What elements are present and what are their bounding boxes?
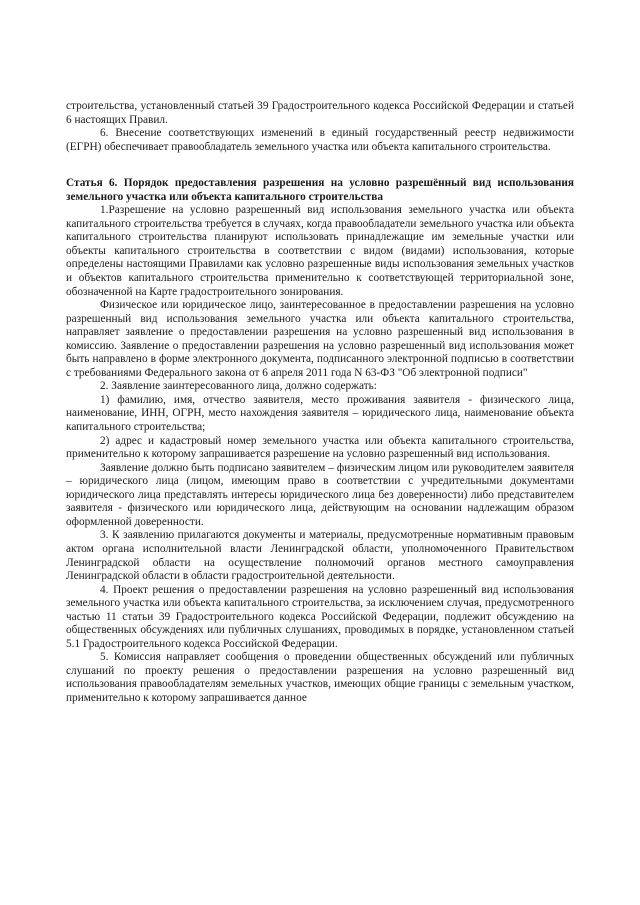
paragraph-item-4: 4. Проект решения о предоставлении разрешения на условно разрешенный вид использования земельного участка или объекта капитального строительства, за исключением случая, предусмотренного частью 11 статьи 39 Градостроительного кодекса Российской Федерации, подлежит обсуждению на общественных обсуждениях или публичных слушаниях, проводимых в порядке, установленном статьей 5.1 Градостроительного кодекса Российской Федерации. <box>66 583 574 650</box>
paragraph-item-5: 5. Комиссия направляет сообщения о проведении общественных обсуждений или публичных слушаний по проекту решения о предоставлении разрешения на условно разрешенный вид использования правообладателям земельных участков, имеющих общие границы с земельным участком, применительно к которому запрашивается данное <box>66 651 574 704</box>
paragraph-applicant: Физическое или юридическое лицо, заинтересованное в предоставлении разрешения на условно разрешенный вид использования земельного участка или объекта капитального строительства, направляет заявление о предоставлении разрешения на условно разрешенный вид использования в комиссию. Заявление о предоставлении разрешения на условно разрешенный вид использования может быть направлено в форме электронного документа, подписанного электронной подписью в соответствии с требованиями Федерального закона от 6 апреля 2011 года N 63-ФЗ "Об электронной подписи" <box>66 299 574 379</box>
paragraph-item-1: 1.Разрешение на условно разрешенный вид использования земельного участка или объекта капитального строительства требуется в случаях, когда правообладатели земельного участка или объекта капитального строительства планируют использовать принадлежащие им земельные участки или объекты капитального строительства в соответствии с видом (видами) использования, которые определены настоящими Правилами как условно разрешенные виды использования земельных участков и объектов капитального строительства применительно к соответствующей территориальной зоне, обозначенной на Карте градостроительного зонирования. <box>66 204 574 298</box>
paragraph-subitem-2: 2) адрес и кадастровый номер земельного участка или объекта капитального строительства, применительно к которому запрашивается разрешение на условно разрешенный вид использования. <box>66 434 574 461</box>
paragraph-signature: Заявление должно быть подписано заявителем – физическим лицом или руководителем заявителя – юридического лица (лицом, имеющим право в соответствии с учредительными документами юридического лица представлять интересы юридического лица без доверенности) либо представителем заявителя - физического или юридического лица, действующим на основании надлежащим образом оформленной доверенности. <box>66 461 574 528</box>
paragraph-subitem-1: 1) фамилию, имя, отчество заявителя, место проживания заявителя - физического лица, наименование, ИНН, ОГРН, место нахождения заявителя – юридического лица, наименование объекта капитального строительства; <box>66 393 574 434</box>
paragraph-continuation: строительства, установленный статьей 39 Градостроительного кодекса Российской Федерации и статьей 6 настоящих Правил. <box>66 100 574 126</box>
paragraph-item-3: 3. К заявлению прилагаются документы и материалы, предусмотренные нормативным правовым актом органа исполнительной власти Ленинградской области, уполномоченного Правительством Ленинградской области на осуществление полномочий органов местного самоуправления Ленинградской области в области градостроительной деятельности. <box>66 529 574 583</box>
paragraph-item-6: 6. Внесение соответствующих изменений в единый государственный реестр недвижимости (ЕГРН) обеспечивает правообладатель земельного участка или объекта капитального строительства. <box>66 127 574 153</box>
article-heading: Статья 6. Порядок предоставления разрешения на условно разрешённый вид использования земельного участка или объекта капитального строительства <box>66 177 574 203</box>
paragraph-item-2: 2. Заявление заинтересованного лица, должно содержать: <box>100 380 377 393</box>
